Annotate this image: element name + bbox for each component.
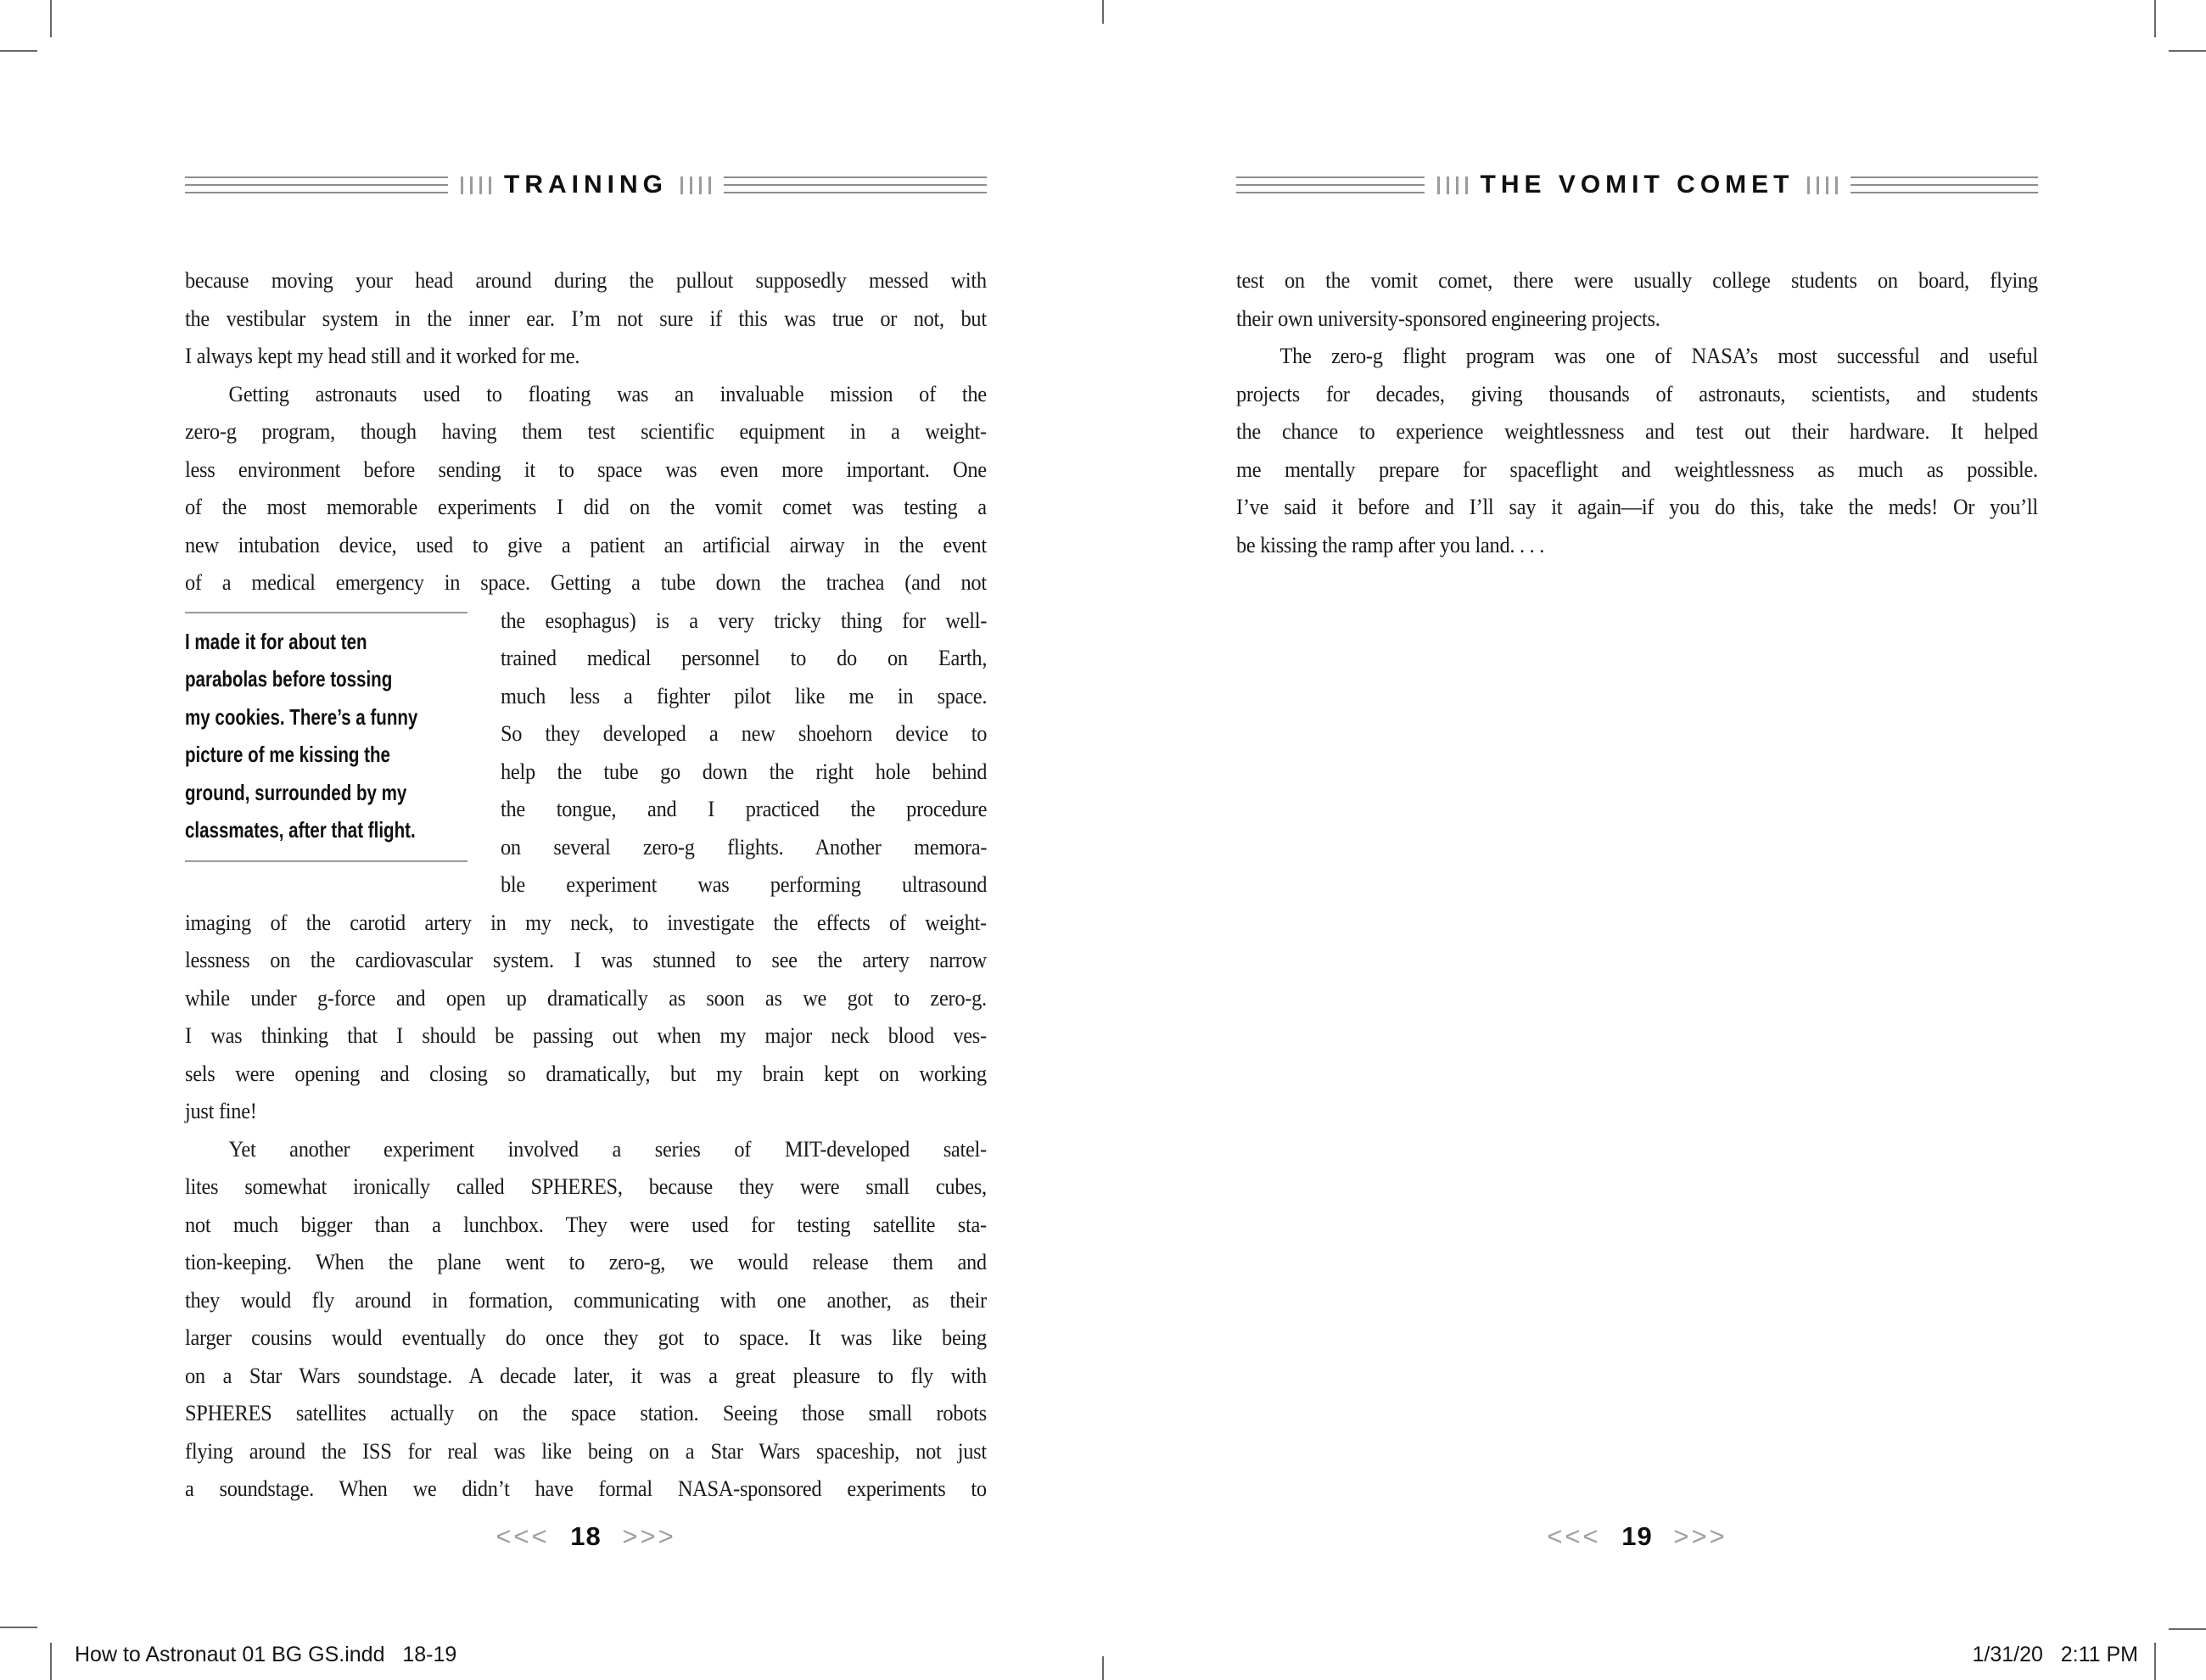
text-line: Yet another experiment involved a series of MIT-developed satel-	[228, 1135, 987, 1162]
quote-wrap-block	[185, 602, 987, 904]
folio-arrows-left: <<<	[1547, 1521, 1601, 1551]
text-line: less environment before sending it to space was even more important. One	[185, 456, 987, 482]
header-ticks-left	[1437, 176, 1468, 194]
header-rule-left	[185, 176, 448, 193]
text-line: test on the vomit comet, there were usually college students on board, flying	[1236, 267, 2038, 293]
print-slug-filename: How to Astronaut 01 BG GS.indd 18-19	[75, 1643, 457, 1666]
paragraph-block	[1236, 261, 2038, 563]
header-ticks-right	[680, 176, 711, 194]
tick-mark	[680, 176, 683, 194]
header-rule-left	[1236, 176, 1425, 193]
text-line: my cookies. There’s a funny	[185, 703, 418, 730]
text-line: be kissing the ramp after you land. . . .	[1236, 531, 1545, 557]
crop-mark	[2169, 1628, 2206, 1630]
tick-mark	[1826, 176, 1828, 194]
text-line: imaging of the carotid artery in my neck, to investigate the effects of weight-	[185, 909, 987, 935]
folio-arrows-right: >>>	[1673, 1521, 1727, 1551]
tick-mark	[470, 176, 473, 194]
text-line: I was thinking that I should be passing out when my major neck blood ves-	[185, 1022, 987, 1048]
text-line: zero-g program, though having them test scientific equipment in a weight-	[185, 418, 987, 444]
header-ticks-left	[461, 176, 491, 194]
text-line: new intubation device, used to give a patient an artificial airway in the event	[185, 531, 987, 557]
crop-mark	[2169, 50, 2206, 52]
tick-mark	[1456, 176, 1459, 194]
text-line: flying around the ISS for real was like being on a Star Wars spaceship, not just	[185, 1437, 987, 1464]
tick-mark	[1465, 176, 1468, 194]
text-line: on several zero-g flights. Another memora-	[501, 833, 988, 860]
text-line: ble experiment was performing ultrasound	[501, 871, 988, 897]
pull-quote-rule-bottom	[185, 860, 468, 862]
text-line: much less a fighter pilot like me in space.	[501, 682, 988, 708]
crop-mark	[2154, 1643, 2156, 1680]
text-line: tion-keeping. When the plane went to zero-g, we would release them and	[185, 1249, 987, 1274]
text-line: because moving your head around during the pullout supposedly messed with	[185, 267, 987, 293]
chapter-title: TRAINING	[504, 171, 668, 199]
crop-mark	[1102, 0, 1104, 24]
tick-mark	[699, 176, 702, 194]
paragraph-block-beside-quote	[501, 602, 987, 904]
text-line: SPHERES satellites actually on the space station. Seeing those small robots	[185, 1400, 987, 1425]
text-line: me mentally prepare for spaceflight and weightlessness as much as possible.	[1236, 456, 2038, 482]
text-line: trained medical personnel to do on Earth,	[501, 645, 988, 670]
folio-right	[1236, 1521, 2038, 1552]
crop-mark	[1102, 1656, 1104, 1680]
text-line: of the most memorable experiments I did on the vomit comet was testing a	[185, 494, 987, 519]
paragraph-block-bottom	[185, 904, 987, 1508]
text-line: the tongue, and I practiced the procedure	[501, 796, 988, 821]
page-number: 19	[1621, 1521, 1653, 1551]
crop-mark	[0, 50, 37, 52]
text-line: of a medical emergency in space. Getting a tube down the trachea (and not	[185, 569, 987, 595]
text-line: they would fly around in formation, communicating with one another, as their	[185, 1286, 987, 1313]
tick-mark	[1447, 176, 1449, 194]
text-line: while under g-force and open up dramatically as soon as we got to zero-g.	[185, 984, 987, 1011]
text-line: the esophagus) is a very tricky thing for well-	[501, 607, 988, 633]
crop-mark	[50, 0, 52, 37]
text-line: lessness on the cardiovascular system. I was stunned to see the artery narrow	[185, 947, 987, 972]
crop-mark	[50, 1643, 52, 1680]
text-line: classmates, after that flight.	[185, 817, 416, 843]
header-ticks-right	[1807, 176, 1838, 194]
tick-mark	[1817, 176, 1819, 194]
page-number: 18	[570, 1521, 602, 1551]
header-rule-right	[1850, 176, 2039, 193]
text-line: the chance to experience weightlessness and test out their hardware. It helped	[1236, 418, 2038, 444]
tick-mark	[1807, 176, 1810, 194]
text-line: I’ve said it before and I’ll say it again—if you do this, take the meds! Or you’ll	[1236, 494, 2038, 519]
text-line: I always kept my head still and it worked for me.	[185, 343, 580, 368]
pull-quote-text	[185, 613, 468, 860]
text-line: The zero-g flight program was one of NASA’s most successful and useful	[1279, 343, 2038, 368]
page-left	[185, 170, 987, 1578]
text-line: a soundstage. When we didn’t have formal NASA-sponsored experiments to	[185, 1476, 987, 1501]
crop-mark	[0, 1627, 37, 1628]
tick-mark	[1835, 176, 1838, 194]
running-head-left	[185, 170, 987, 200]
text-line: ground, surrounded by my	[185, 779, 407, 805]
text-line: larger cousins would eventually do once they got to space. It was like being	[185, 1324, 987, 1350]
text-line: the vestibular system in the inner ear. I’m not sure if this was true or not, but	[185, 305, 987, 331]
text-line: their own university-sponsored engineering projects.	[1236, 305, 1660, 331]
folio-arrows-left: <<<	[496, 1521, 550, 1551]
text-line: Getting astronauts used to floating was an invaluable mission of the	[228, 380, 987, 406]
text-line: picture of me kissing the	[185, 742, 390, 767]
tick-mark	[708, 176, 711, 194]
page-right	[1236, 170, 2038, 1578]
crop-mark	[2154, 0, 2156, 37]
text-line: not much bigger than a lunchbox. They were used for testing satellite sta-	[185, 1211, 987, 1237]
folio-arrows-right: >>>	[622, 1521, 676, 1551]
tick-mark	[489, 176, 491, 194]
text-line: So they developed a new shoehorn device to	[501, 720, 988, 746]
tick-mark	[461, 176, 463, 194]
chapter-title: THE VOMIT COMET	[1480, 171, 1794, 199]
header-rule-right	[724, 176, 987, 193]
folio-left	[185, 1521, 987, 1552]
paragraph-block-top	[185, 261, 987, 602]
text-line: help the tube go down the right hole behind	[501, 758, 988, 784]
tick-mark	[479, 176, 482, 194]
text-line: on a Star Wars soundstage. A decade later, it was a great pleasure to fly with	[185, 1362, 987, 1388]
text-line: lites somewhat ironically called SPHERES, because they were small cubes,	[185, 1173, 987, 1199]
text-line: I made it for about ten	[185, 628, 367, 654]
text-line: parabolas before tossing	[185, 666, 393, 692]
running-head-right	[1236, 170, 2038, 200]
tick-mark	[1437, 176, 1440, 194]
text-line: just fine!	[185, 1098, 257, 1123]
text-line: projects for decades, giving thousands of astronauts, scientists, and students	[1236, 380, 2038, 406]
text-line: sels were opening and closing so dramatically, but my brain kept on working	[185, 1060, 987, 1086]
tick-mark	[690, 176, 692, 194]
pull-quote	[185, 612, 468, 862]
print-slug-timestamp: 1/31/20 2:11 PM	[1972, 1643, 2138, 1666]
